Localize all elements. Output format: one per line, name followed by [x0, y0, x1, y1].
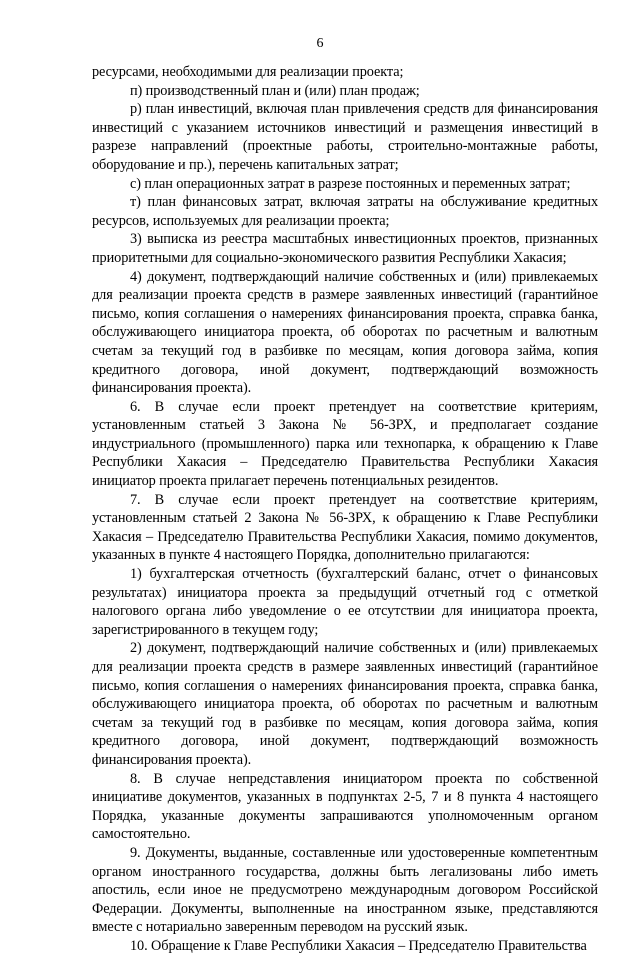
paragraph: ресурсами, необходимыми для реализации проекта; [92, 64, 404, 80]
paragraph: 4) документ, подтверждающий наличие собственных и (или) привлекаемых для реализации проекта средств в размере заявленных инвестиций (гарантийное письмо, копия соглашения о намерениях финансирования проекта, справка банка, обслуживающего инициатора проекта, об оборотах по расчетным и валютным счетам за текущий год в разбивке по месяцам, копия договора займа, копия кредитного договора, иной документ, подтверждающий возможность финансирования проекта). [92, 268, 598, 397]
paragraph: 9. Документы, выданные, составленные или удостоверенные компетентным органом иностранного государства, должны быть легализованы либо иметь апостиль, если иное не предусмотрено международным договором Российской Федерации. Документы, выполненные на иностранном языке, представляются вместе с нотариально заверенным переводом на русский язык. [92, 844, 598, 936]
paragraph: 2) документ, подтверждающий наличие собственных и (или) привлекаемых для реализации проекта средств в размере заявленных инвестиций (гарантийное письмо, копия соглашения о намерениях финансирования проекта, справка банка, обслуживающего инициатора проекта, об оборотах по расчетным и валютным счетам за текущий год в разбивке по месяцам, копия договора займа, копия кредитного договора, иной документ, подтверждающий возможность финансирования проекта). [92, 640, 598, 768]
paragraph: п) производственный план и (или) план продаж; [130, 82, 420, 99]
page-number: 6 [316, 36, 324, 51]
paragraph: 1) бухгалтерская отчетность (бухгалтерский баланс, отчет о финансовых результатах) инициатора проекта за предыдущий отчетный год с отметкой налогового органа либо уведомление о ее отсутствии для инициатора проекта, зарегистрированного в текущем году; [92, 566, 598, 638]
paragraph: р) план инвестиций, включая план привлечения средств для финансирования инвестиций с указанием источников инвестиций и размещения инвестиций в разрезе направлений (проектные работы, строительно-монтажные работы, оборудование и пр.), перечень капитальных затрат; [92, 101, 598, 173]
paragraph: 8. В случае непредставления инициатором проекта по собственной инициативе документов, указанных в подпунктах 2-5, 7 и 8 пункта 4 настоящего Порядка, указанные документы запрашиваются уполномоченным органом самостоятельно. [92, 770, 598, 843]
paragraph: 10. Обращение к Главе Республики Хакасия – Председателю Правительства [130, 937, 587, 954]
paragraph: 3) выписка из реестра масштабных инвестиционных проектов, признанных приоритетными для социально-экономического развития Республики Хакасия; [92, 231, 598, 266]
paragraph: 6. В случае если проект претендует на соответствие критериям, установленным статьей 3 Закона № 56-ЗРХ, и предполагает создание индустриального (промышленного) парка или технопарка, к обращению к Главе Республики Хакасия – Председателю Правительства Республики Хакасия инициатор проекта прилагает перечень потенциальных резидентов. [92, 398, 598, 490]
paragraph: с) план операционных затрат в разрезе постоянных и переменных затрат; [130, 175, 571, 192]
paragraph: 7. В случае если проект претендует на соответствие критериям, установленным статьей 2 Закона № 56-ЗРХ, к обращению к Главе Республики Хакасия – Председателю Правительства Республики Хакасия, помимо документов, указанных в пункте 4 настоящего Порядка, дополнительно прилагаются: [92, 491, 598, 564]
document-body [92, 63, 598, 956]
paragraph: т) план финансовых затрат, включая затраты на обслуживание кредитных ресурсов, используемых для реализации проекта; [92, 194, 598, 229]
